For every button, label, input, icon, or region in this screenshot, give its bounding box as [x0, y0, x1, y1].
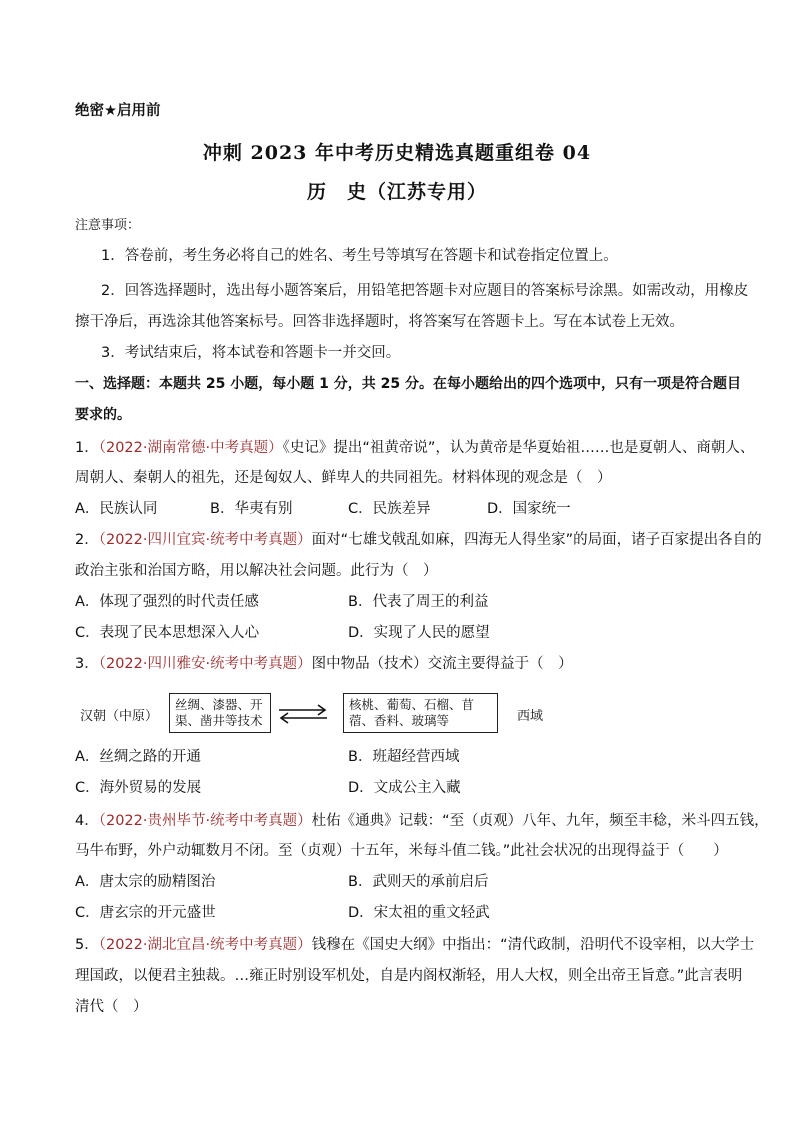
double-arrow-icon [277, 704, 329, 724]
question-source: （2022·四川宜宾·统考中考真题） [98, 532, 312, 548]
notice-item-2: 2．回答选择题时，选出每小题答案后，用铅笔把答题卡对应题目的答案标号涂黑。如需改动，用橡皮 [101, 283, 749, 299]
notice-item-2-cont: 擦干净后，再选涂其他答案标号。回答非选择题时，将答案写在答题卡上。写在本试卷上无效。 [75, 314, 684, 330]
q1-option-a[interactable]: A．民族认同 [75, 501, 158, 517]
q2-option-a[interactable]: A．体现了强烈的时代责任感 [75, 594, 259, 610]
q4-option-b[interactable]: B．武则天的承前启后 [348, 874, 489, 890]
diagram-right-box: 核桃、葡萄、石榴、苜蓿、香料、玻璃等 [343, 693, 498, 733]
q3-option-b[interactable]: B．班超经营西域 [348, 749, 460, 765]
question-2-cont: 政治主张和治国方略，用以解决社会问题。此行为（ ） [75, 563, 438, 579]
diagram-left-label: 汉朝（中原） [80, 709, 159, 724]
section-heading: 一、选择题：本题共 25 小题，每小题 1 分，共 25 分。在每小题给出的四个选项中，只有一项是符合题目 [75, 376, 741, 392]
question-text: 《史记》提出“祖黄帝说”，认为黄帝是华夏始祖……也是夏朝人、商朝人、 [282, 440, 755, 456]
question-5 [75, 935, 754, 955]
question-4 [75, 811, 769, 831]
question-text: 钱穆在《国史大纲》中指出：“清代政制，沿明代不设宰相，以大学士 [311, 937, 755, 953]
question-2 [75, 530, 762, 550]
q2-option-b[interactable]: B．代表了周王的利益 [348, 594, 489, 610]
exam-title: 冲刺 2023 年中考历史精选真题重组卷 04 [202, 142, 592, 164]
q2-option-c[interactable]: C．表现了民本思想深入人心 [75, 625, 260, 641]
question-number: 3． [75, 656, 99, 672]
question-3 [75, 654, 573, 674]
diagram-right-label: 西域 [517, 709, 544, 724]
question-4-cont: 马牛布野，外户动辄数月不闭。至（贞观）十五年，米每斗值二钱。”此社会状况的出现得益于（ ） [75, 843, 728, 859]
diagram-left-box: 丝绸、漆器、开渠、凿井等技术 [169, 693, 271, 733]
question-5-cont-2: 清代（ ） [75, 999, 148, 1015]
q3-option-a[interactable]: A．丝绸之路的开通 [75, 749, 201, 765]
question-1-cont: 周朝人、秦朝人的祖先，还是匈奴人、鲜卑人的共同祖先。材料体现的观念是（ ） [75, 470, 612, 486]
exam-subtitle: 历 史（江苏专用） [306, 181, 487, 203]
q1-option-d[interactable]: D．国家统一 [487, 501, 571, 517]
question-number: 4． [75, 813, 99, 829]
question-number: 2． [75, 532, 99, 548]
question-source: （2022·四川雅安·统考中考真题） [98, 656, 312, 672]
top-secret-label: 绝密★启用前 [75, 103, 161, 119]
q1-option-c[interactable]: C．民族差异 [348, 501, 431, 517]
q3-option-d[interactable]: D．文成公主入藏 [348, 780, 461, 796]
notice-item-3: 3．考试结束后，将本试卷和答题卡一并交回。 [101, 345, 401, 361]
question-source: （2022·湖南常德·中考真题） [98, 440, 283, 456]
q4-option-a[interactable]: A．唐太宗的励精图治 [75, 874, 216, 890]
question-text: 图中物品（技术）交流主要得益于（ ） [311, 656, 573, 672]
question-source: （2022·湖北宜昌·统考中考真题） [98, 937, 312, 953]
question-1 [75, 438, 754, 458]
q4-option-c[interactable]: C．唐玄宗的开元盛世 [75, 905, 216, 921]
question-number: 5． [75, 937, 99, 953]
question-text: 面对“七雄戈戟乱如麻，四海无人得坐家”的局面，诸子百家提出各自的 [311, 532, 762, 548]
section-heading-cont: 要求的。 [75, 407, 131, 423]
question-text: 杜佑《通典》记载：“至（贞观）八年、九年，频至丰稔，米斗四五钱， [311, 813, 769, 829]
q2-option-d[interactable]: D．实现了人民的愿望 [348, 625, 490, 641]
question-5-cont-1: 理国政，以便君主独裁。…雍正时别设军机处，自是内阁权渐轻，用人大权，则全出帝王旨意。”此言表明 [75, 968, 743, 984]
notice-item-1: 1．答卷前，考生务必将自己的姓名、考生号等填写在答题卡和试卷指定位置上。 [101, 248, 618, 264]
q4-option-d[interactable]: D．宋太祖的重文轻武 [348, 905, 490, 921]
notice-heading: 注意事项： [75, 218, 141, 233]
q1-option-b[interactable]: B．华夷有别 [210, 501, 293, 517]
q3-option-c[interactable]: C．海外贸易的发展 [75, 780, 202, 796]
question-number: 1． [75, 440, 99, 456]
question-source: （2022·贵州毕节·统考中考真题） [98, 813, 312, 829]
